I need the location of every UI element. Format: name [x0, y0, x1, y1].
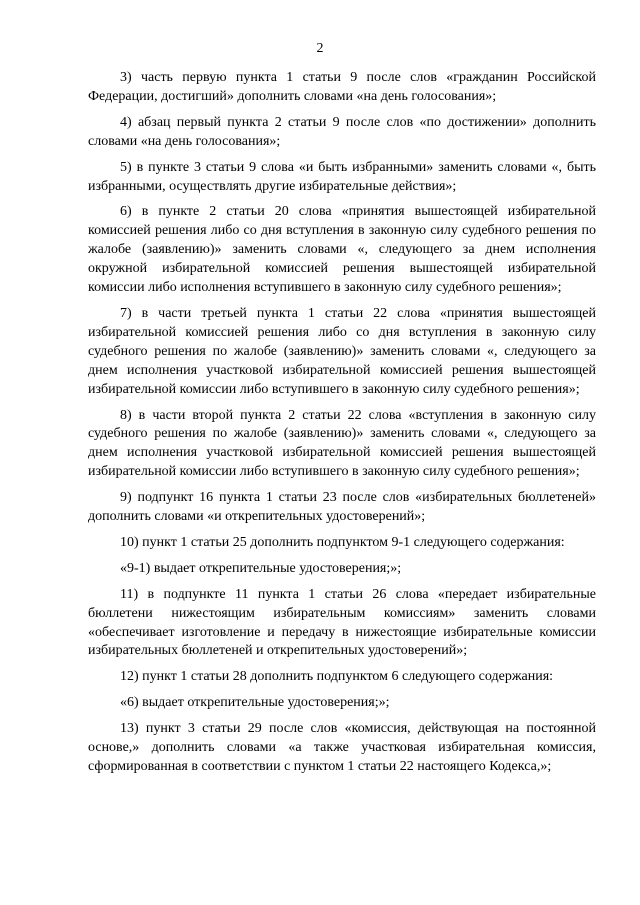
- paragraph-10-quote: «9-1) выдает открепительные удостоверения;»;: [120, 560, 402, 576]
- page-number: 2: [316, 41, 324, 56]
- paragraph-4: 4) абзац первый пункта 2 статьи 9 после слов «по достижении» дополнить словами «на день голосования»;: [88, 114, 596, 149]
- paragraph-10: 10) пункт 1 статьи 25 дополнить подпунктом 9-1 следующего содержания:: [120, 534, 565, 550]
- paragraph-6: 6) в пункте 2 статьи 20 слова «принятия вышестоящей избирательной комиссией решения либо со дня вступления в законную силу судебного решения по жалобе (заявлению)» заменить словами «, следующего за днем исполнения окружной избирательной комиссией решения вышестоящей избирательной комиссии либо исполнения вступившего в законную силу судебного решения»;: [88, 204, 596, 296]
- paragraph-3: 3) часть первую пункта 1 статьи 9 после слов «гражданин Российской Федерации, достигший» дополнить словами «на день голосования»;: [88, 70, 596, 104]
- paragraph-7: 7) в части третьей пункта 1 статьи 22 слова «принятия вышестоящей избирательной комиссией решения либо со дня вступления в законную силу судебного решения по жалобе (заявлению)» заменить словами «, следующего за днем исполнения участковой избирательной комиссией решения вышестоящей избирательной комиссии либо вступившего в законную силу судебного решения»;: [88, 305, 596, 397]
- document-body: [88, 69, 596, 784]
- paragraph-5: 5) в пункте 3 статьи 9 слова «и быть избранными» заменить словами «, быть избранными, осуществлять другие избирательные действия»;: [88, 159, 596, 194]
- paragraph-8: 8) в части второй пункта 2 статьи 22 слова «вступления в законную силу судебного решения по жалобе (заявлению)» заменить словами «, следующего за днем исполнения участковой избирательной комиссией решения вышестоящей избирательной комиссии либо вступившего в законную силу судебного решения»;: [88, 407, 596, 480]
- paragraph-12-quote: «6) выдает открепительные удостоверения;»;: [120, 695, 390, 711]
- paragraph-11: 11) в подпункте 11 пункта 1 статьи 26 слова «передает избирательные бюллетени нижестоящим избирательным комиссиям» заменить словами «обеспечивает изготовление и передачу в нижестоящие избирательные комиссии избирательных бюллетеней и открепительных удостоверений»;: [88, 586, 596, 659]
- paragraph-12: 12) пункт 1 статьи 28 дополнить подпунктом 6 следующего содержания:: [120, 669, 554, 685]
- paragraph-9: 9) подпункт 16 пункта 1 статьи 23 после слов «избирательных бюллетеней» дополнить словами «и открепительных удостоверений»;: [88, 490, 596, 525]
- paragraph-13: 13) пункт 3 статьи 29 после слов «комиссия, действующая на постоянной основе,» дополнить словами «а также участковая избирательная комиссия, сформированная в соответствии с пунктом 1 статьи 22 настоящего Кодекса,»;: [88, 721, 596, 774]
